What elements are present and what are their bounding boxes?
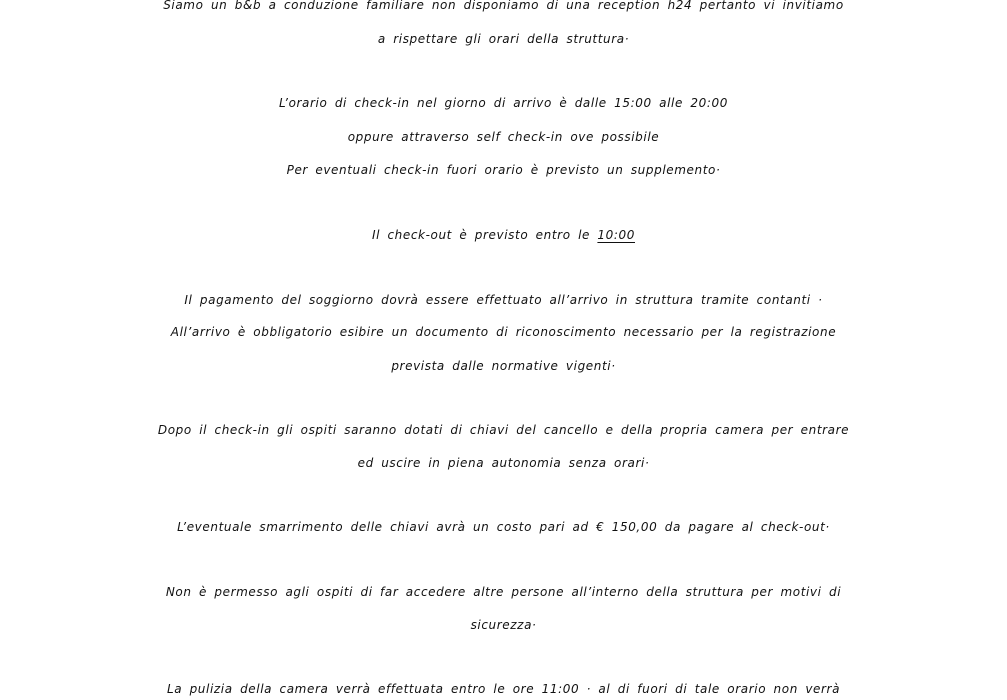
keys-line-1: Dopo il check-in gli ospiti saranno dotati di chiavi del cancello e della propria camera per entrare bbox=[157, 423, 850, 437]
late-checkin-line: Per eventuali check-in fuori orario è previsto un supplemento· bbox=[286, 163, 721, 177]
visitors-line-1: Non è permesso agli ospiti di far accedere altre persone all’interno della struttura per motivi di bbox=[165, 585, 842, 599]
regulations-line: prevista dalle normative vigenti· bbox=[391, 359, 616, 373]
visitors-line-2: sicurezza· bbox=[470, 618, 537, 632]
rules-intro-line-2: a rispettare gli orari della struttura· bbox=[377, 32, 630, 46]
checkout-time: 10:00 bbox=[597, 228, 635, 242]
payment-line: Il pagamento del soggiorno dovrà essere effettuato all’arrivo in struttura tramite contanti · bbox=[184, 293, 823, 307]
checkout-line bbox=[0, 223, 1007, 247]
cleaning-line: La pulizia della camera verrà effettuata entro le ore 11:00 · al di fuori di tale orario non verrà bbox=[166, 682, 841, 696]
lost-keys-line: L’eventuale smarrimento delle chiavi avrà un costo pari ad € 150,00 da pagare al check-out· bbox=[177, 520, 830, 534]
id-document-line: All’arrivo è obbligatorio esibire un documento di riconoscimento necessario per la registrazione bbox=[170, 325, 837, 339]
checkout-prefix: Il check-out è previsto entro le bbox=[371, 228, 598, 242]
rules-intro-line-1: Siamo un b&b a conduzione familiare non disponiamo di una reception h24 pertanto vi invitiamo bbox=[163, 0, 844, 12]
keys-line-2: ed uscire in piena autonomia senza orari· bbox=[357, 456, 650, 470]
self-checkin-line: oppure attraverso self check-in ove possibile bbox=[347, 130, 660, 144]
checkin-hours-line: L’orario di check-in nel giorno di arrivo è dalle 15:00 alle 20:00 bbox=[279, 96, 728, 110]
